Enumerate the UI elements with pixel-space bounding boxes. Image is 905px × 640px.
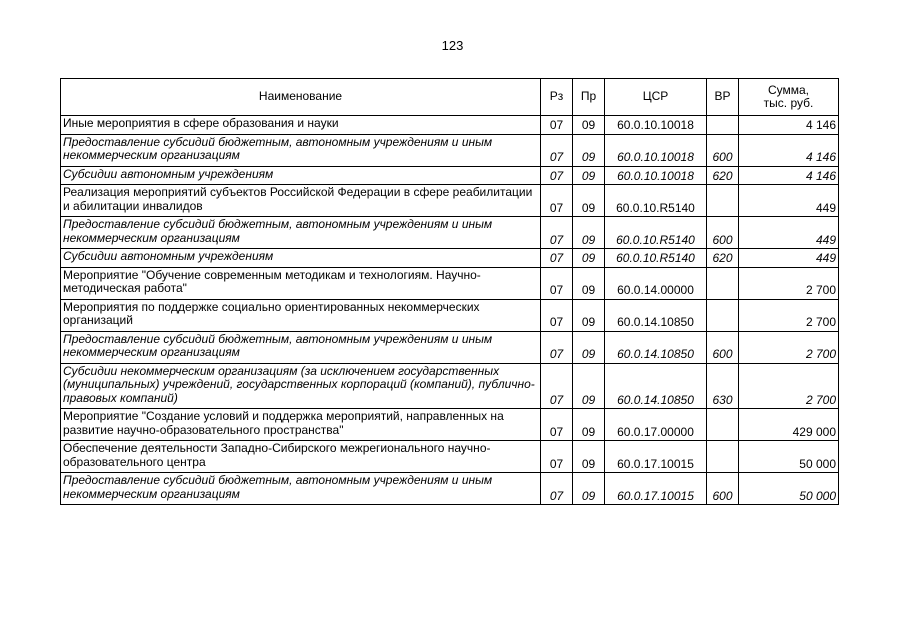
row-csr: 60.0.10.R5140	[605, 249, 707, 268]
table-row	[61, 299, 839, 331]
row-pr: 09	[573, 299, 605, 331]
row-rz: 07	[541, 363, 573, 409]
row-name: Субсидии некоммерческим организациям (за исключением государственных (муниципальных) учреждений, государственных корпораций (компаний), публично-правовых компаний)	[61, 363, 541, 409]
row-pr: 09	[573, 409, 605, 441]
row-name: Мероприятие "Создание условий и поддержка мероприятий, направленных на развитие научно-образовательного пространства"	[61, 409, 541, 441]
row-csr: 60.0.10.10018	[605, 134, 707, 166]
table-row	[61, 473, 839, 505]
row-rz: 07	[541, 441, 573, 473]
row-name: Субсидии автономным учреждениям	[61, 249, 541, 268]
row-vr	[707, 267, 739, 299]
row-sum: 2 700	[739, 363, 839, 409]
header-name: Наименование	[61, 79, 541, 116]
table-row	[61, 116, 839, 135]
table-row	[61, 217, 839, 249]
header-csr: ЦСР	[605, 79, 707, 116]
header-sum	[739, 79, 839, 116]
table-row	[61, 267, 839, 299]
row-csr: 60.0.17.00000	[605, 409, 707, 441]
row-rz: 07	[541, 249, 573, 268]
row-pr: 09	[573, 249, 605, 268]
row-rz: 07	[541, 134, 573, 166]
row-sum: 449	[739, 185, 839, 217]
row-rz: 07	[541, 185, 573, 217]
table-row	[61, 409, 839, 441]
row-name: Мероприятия по поддержке социально ориентированных некоммерческих организаций	[61, 299, 541, 331]
row-pr: 09	[573, 267, 605, 299]
row-vr: 620	[707, 249, 739, 268]
row-rz: 07	[541, 116, 573, 135]
row-vr: 630	[707, 363, 739, 409]
row-name: Предоставление субсидий бюджетным, автономным учреждениям и иным некоммерческим организациям	[61, 217, 541, 249]
row-pr: 09	[573, 134, 605, 166]
table-row	[61, 331, 839, 363]
row-sum: 50 000	[739, 473, 839, 505]
row-rz: 07	[541, 473, 573, 505]
row-sum: 449	[739, 249, 839, 268]
row-name: Реализация мероприятий субъектов Российской Федерации в сфере реабилитации и абилитации инвалидов	[61, 185, 541, 217]
row-name: Предоставление субсидий бюджетным, автономным учреждениям и иным некоммерческим организациям	[61, 134, 541, 166]
row-pr: 09	[573, 116, 605, 135]
row-pr: 09	[573, 217, 605, 249]
row-rz: 07	[541, 217, 573, 249]
row-sum: 2 700	[739, 299, 839, 331]
row-pr: 09	[573, 363, 605, 409]
row-csr: 60.0.10.R5140	[605, 217, 707, 249]
row-name: Мероприятие "Обучение современным методикам и технологиям. Научно-методическая работа"	[61, 267, 541, 299]
page-number: 123	[441, 38, 464, 53]
header-sum-line1: Сумма,	[767, 82, 810, 97]
row-csr: 60.0.17.10015	[605, 473, 707, 505]
row-csr: 60.0.10.R5140	[605, 185, 707, 217]
row-vr: 600	[707, 217, 739, 249]
row-rz: 07	[541, 409, 573, 441]
row-csr: 60.0.10.10018	[605, 116, 707, 135]
header-rz: Рз	[541, 79, 573, 116]
row-name: Субсидии автономным учреждениям	[61, 166, 541, 185]
row-sum: 50 000	[739, 441, 839, 473]
row-rz: 07	[541, 299, 573, 331]
row-csr: 60.0.14.10850	[605, 299, 707, 331]
row-rz: 07	[541, 267, 573, 299]
row-csr: 60.0.14.00000	[605, 267, 707, 299]
budget-table	[60, 78, 839, 505]
row-rz: 07	[541, 331, 573, 363]
row-sum: 4 146	[739, 116, 839, 135]
row-vr: 600	[707, 473, 739, 505]
table-row	[61, 166, 839, 185]
header-sum-line2: тыс. руб.	[763, 96, 814, 110]
row-sum: 449	[739, 217, 839, 249]
row-sum: 2 700	[739, 267, 839, 299]
row-name: Предоставление субсидий бюджетным, автономным учреждениям и иным некоммерческим организациям	[61, 473, 541, 505]
row-sum: 4 146	[739, 166, 839, 185]
row-vr	[707, 441, 739, 473]
table-row	[61, 134, 839, 166]
row-csr: 60.0.10.10018	[605, 166, 707, 185]
row-pr: 09	[573, 166, 605, 185]
row-vr	[707, 409, 739, 441]
row-name: Иные мероприятия в сфере образования и науки	[61, 116, 541, 135]
table-row	[61, 185, 839, 217]
header-pr: Пр	[573, 79, 605, 116]
header-row	[61, 79, 839, 116]
row-sum: 4 146	[739, 134, 839, 166]
row-csr: 60.0.17.10015	[605, 441, 707, 473]
row-pr: 09	[573, 473, 605, 505]
row-vr	[707, 116, 739, 135]
row-vr	[707, 299, 739, 331]
row-vr: 620	[707, 166, 739, 185]
row-name: Предоставление субсидий бюджетным, автономным учреждениям и иным некоммерческим организациям	[61, 331, 541, 363]
row-pr: 09	[573, 185, 605, 217]
row-pr: 09	[573, 441, 605, 473]
row-sum: 429 000	[739, 409, 839, 441]
header-vr: ВР	[707, 79, 739, 116]
row-sum: 2 700	[739, 331, 839, 363]
table-row	[61, 441, 839, 473]
table-row	[61, 249, 839, 268]
row-vr: 600	[707, 331, 739, 363]
row-vr: 600	[707, 134, 739, 166]
table-row	[61, 363, 839, 409]
row-vr	[707, 185, 739, 217]
row-csr: 60.0.14.10850	[605, 363, 707, 409]
row-csr: 60.0.14.10850	[605, 331, 707, 363]
row-name: Обеспечение деятельности Западно-Сибирского межрегионального научно-образовательного центра	[61, 441, 541, 473]
row-pr: 09	[573, 331, 605, 363]
row-rz: 07	[541, 166, 573, 185]
